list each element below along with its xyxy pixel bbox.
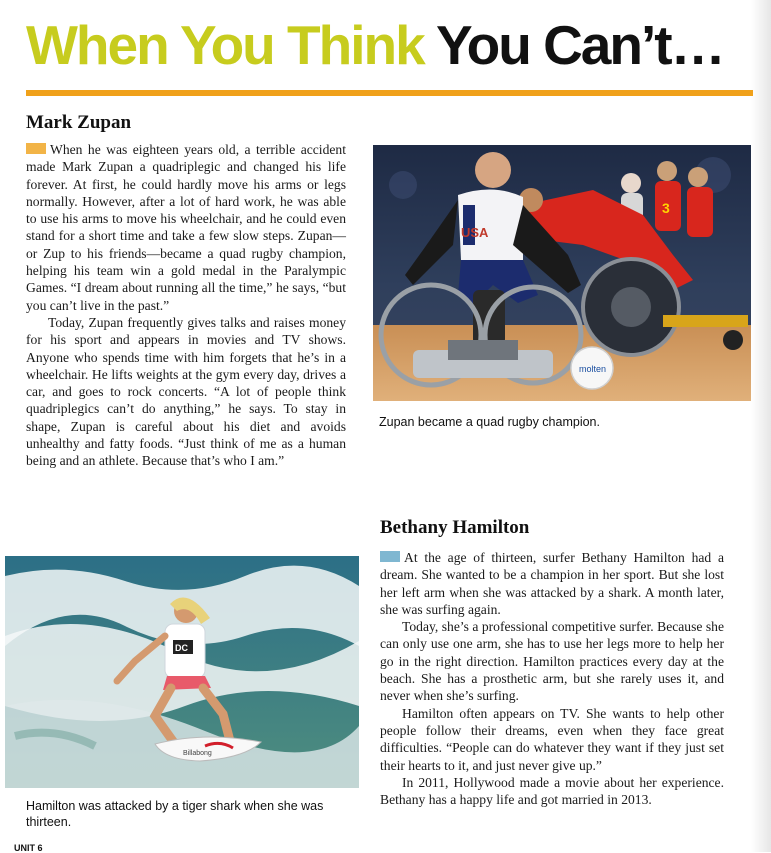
zupan-heading: Mark Zupan bbox=[26, 112, 132, 133]
zupan-paragraph-1 bbox=[26, 141, 346, 314]
ball-brand-text: molten bbox=[579, 364, 607, 374]
zupan-paragraph-1-text: When he was eighteen years old, a terrible accident made Mark Zupan a quadriplegic and changed his life forever. At first, he could hardly move his arms or legs normally. However, after a lot of hard work, he was able to use his arms to move his wheelchair, and he could even stand for a short time and take a few slow steps. Zupan—or Zup to his friends—became a quad rugby champion, helping his team win a gold medal in the Paralympic Games. “I dream about running all the time,” he says, “but you can’t live in the past.” bbox=[26, 142, 346, 313]
hamilton-paragraph-4: In 2011, Hollywood made a movie about her experience. Bethany has a happy life and got married in 2013. bbox=[380, 774, 724, 808]
page-title bbox=[26, 12, 724, 78]
hamilton-paragraph-1 bbox=[380, 549, 724, 618]
zupan-paragraph-2: Today, Zupan frequently gives talks and raises money for his sport and appears in movies and TV shows. Anyone who spends time with him forgets that he’s in a wheelchair. He lifts weights at the gym every day, drives a car, and goes to rock concerts. “A lot of people think quadriplegics can’t do anything,” he says. To stay in shape, Zupan is careful about his diet and avoids unhealthy and fatty foods. “Just think of me as a human being and an athlete. Because that’s who I am.” bbox=[26, 314, 346, 469]
section-marker bbox=[380, 551, 400, 562]
section-marker bbox=[26, 143, 46, 154]
zupan-article bbox=[26, 141, 346, 470]
usa-jersey-text: USA bbox=[461, 225, 489, 240]
zupan-photo-caption: Zupan became a quad rugby champion. bbox=[379, 415, 600, 429]
unit-label: UNIT 6 bbox=[14, 843, 43, 853]
rugby-photo bbox=[373, 145, 751, 401]
hamilton-paragraph-2: Today, she’s a professional competitive surfer. Because she can only use one arm, she has to use her legs more to help her go in the right direction. Hamilton practices every day at the beach. She has a prosthetic arm, but she rarely uses it, and never when she’s surfing. bbox=[380, 619, 724, 704]
surf-photo bbox=[5, 556, 359, 788]
hamilton-paragraph-3: Hamilton often appears on TV. She wants to help other people follow their dreams, even when they face great difficulties. “People can do whatever they want if they just set their hearts to it, and just never give up.” bbox=[380, 705, 724, 773]
hamilton-photo-caption: Hamilton was attacked by a tiger shark when she was thirteen. bbox=[26, 799, 324, 829]
title-rule bbox=[26, 90, 753, 96]
title-part-2: You Can’t… bbox=[436, 14, 724, 76]
hamilton-article bbox=[380, 549, 724, 808]
page-edge-shadow bbox=[751, 0, 771, 852]
surfboard-brand-text: Billabong bbox=[183, 750, 212, 757]
hamilton-heading: Bethany Hamilton bbox=[380, 517, 530, 538]
red-jersey-number: 3 bbox=[662, 200, 670, 216]
hamilton-paragraph-1-text: At the age of thirteen, surfer Bethany Hamilton had a dream. She wanted to be a champion in her sport. But she lost her left arm when she was attacked by a shark. A month later, she was surfing again. bbox=[380, 550, 724, 617]
surfer-jersey-text: DC bbox=[175, 643, 188, 653]
title-part-1: When You Think bbox=[26, 14, 424, 76]
